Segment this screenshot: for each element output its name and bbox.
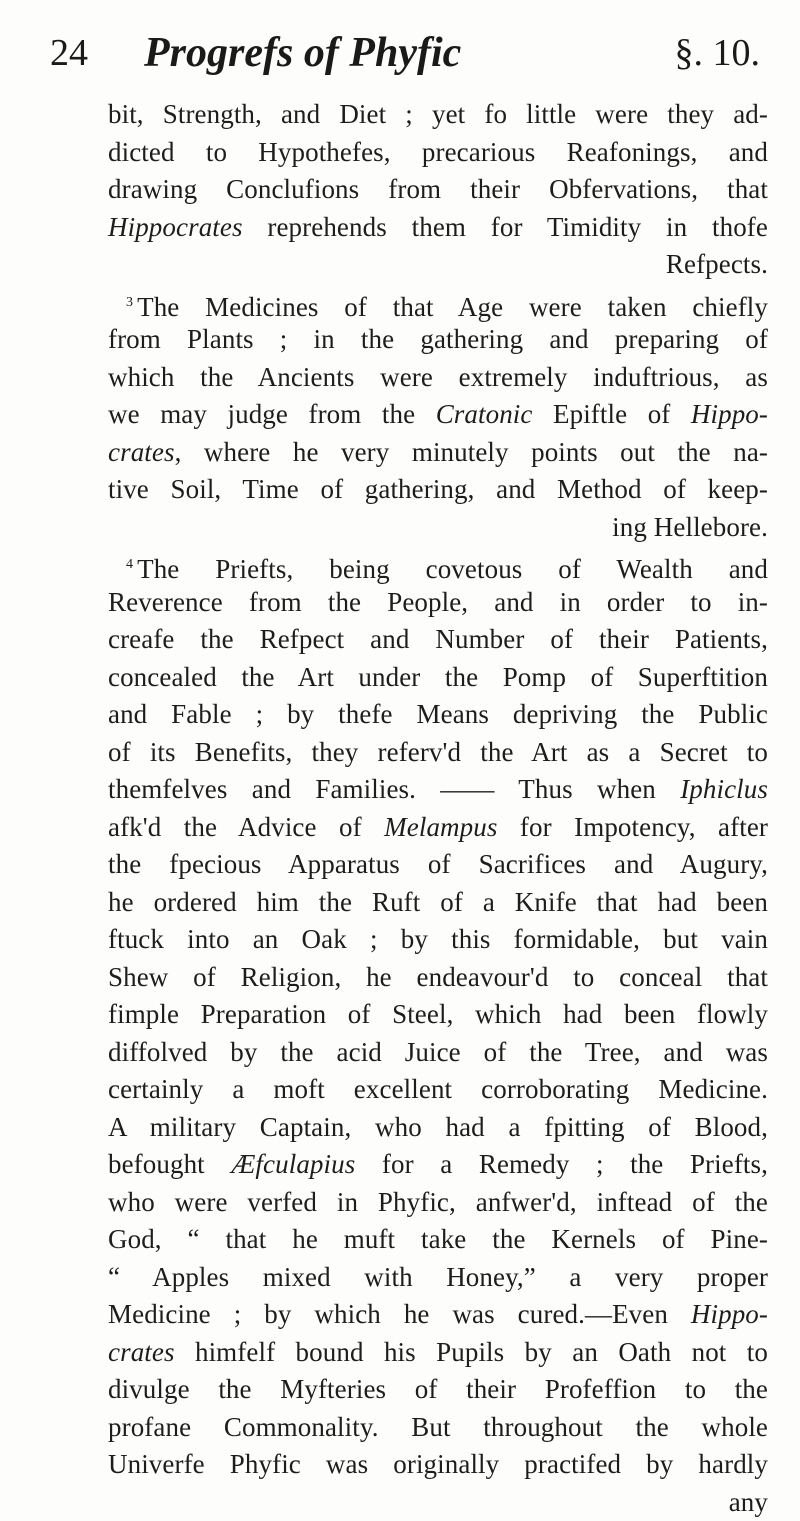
text-line — [108, 1484, 768, 1521]
text-line — [108, 734, 768, 772]
body-text — [108, 96, 768, 1521]
text-segment: A military Captain, who had a fpitting of Blood, — [108, 1112, 768, 1142]
text-line — [108, 171, 768, 209]
text-line — [108, 1184, 768, 1222]
text-line — [108, 134, 768, 172]
text-segment: Univerfe Phyfic was originally practifed by hardly — [108, 1449, 768, 1479]
italic-text: Cratonic — [436, 399, 533, 429]
text-segment: we may judge from the — [108, 399, 436, 429]
text-line — [108, 96, 768, 134]
text-segment: dicted to Hypothefes, precarious Reafonings, and — [108, 137, 768, 167]
text-line — [108, 471, 768, 509]
footnote-marker: 4 — [126, 557, 133, 572]
text-line — [108, 434, 768, 472]
text-line — [108, 546, 768, 584]
text-line — [108, 659, 768, 697]
text-segment: Reverence from the People, and in order to in- — [108, 587, 768, 617]
text-segment: “ Apples mixed with Honey,” a very proper — [108, 1262, 768, 1292]
text-segment: himfelf bound his Pupils by an Oath not to — [175, 1337, 768, 1367]
footnote-marker: 3 — [126, 295, 133, 310]
text-segment: ing Hellebore. — [612, 512, 768, 542]
text-line — [108, 1034, 768, 1072]
text-segment: befought — [108, 1149, 231, 1179]
text-line — [108, 921, 768, 959]
italic-text: Iphiclus — [680, 774, 768, 804]
text-line — [108, 1146, 768, 1184]
text-line — [108, 771, 768, 809]
italic-text: Hippo- — [691, 399, 768, 429]
text-segment: tive Soil, Time of gathering, and Method of keep- — [108, 474, 768, 504]
italic-text: crates — [108, 437, 175, 467]
text-line — [108, 696, 768, 734]
text-segment: concealed the Art under the Pomp of Superftition — [108, 662, 768, 692]
section-number: §. 10. — [675, 18, 761, 88]
text-segment: Shew of Religion, he endeavour'd to conceal that — [108, 962, 768, 992]
text-segment: fimple Preparation of Steel, which had been flowly — [108, 999, 768, 1029]
text-line — [108, 359, 768, 397]
text-line — [108, 1259, 768, 1297]
text-segment: diffolved by the acid Juice of the Tree, and was — [108, 1037, 768, 1067]
text-segment: ftuck into an Oak ; by this formidable, but vain — [108, 924, 768, 954]
text-line — [108, 1409, 768, 1447]
text-segment: Medicine ; by which he was cured.—Even — [108, 1299, 691, 1329]
text-segment: any — [729, 1487, 768, 1517]
text-segment: creafe the Refpect and Number of their Patients, — [108, 624, 768, 654]
text-segment: from Plants ; in the gathering and preparing of — [108, 324, 768, 354]
italic-text: Melampus — [384, 812, 497, 842]
text-line — [108, 284, 768, 322]
text-line — [108, 996, 768, 1034]
text-segment: The Medicines of that Age were taken chiefly — [137, 292, 768, 322]
italic-text: Hippocrates — [108, 212, 243, 242]
text-segment: profane Commonality. But throughout the whole — [108, 1412, 768, 1442]
text-segment: The Priefts, being covetous of Wealth and — [137, 554, 768, 584]
text-segment: God, “ that he muft take the Kernels of Pine- — [108, 1224, 768, 1254]
text-line — [108, 621, 768, 659]
running-title: Progrefs of Phyfic — [144, 18, 461, 88]
text-segment: the fpecious Apparatus of Sacrifices and Augury, — [108, 849, 768, 879]
italic-text: crates — [108, 1337, 175, 1367]
text-segment: divulge the Myfteries of their Profeffion to the — [108, 1374, 768, 1404]
text-segment: and Fable ; by thefe Means depriving the Public — [108, 699, 768, 729]
text-line — [108, 1071, 768, 1109]
text-segment: for a Remedy ; the Priefts, — [355, 1149, 768, 1179]
text-segment: of its Benefits, they referv'd the Art as a Secret to — [108, 737, 768, 767]
text-segment: Epiftle of — [533, 399, 691, 429]
text-line — [108, 1109, 768, 1147]
text-line — [108, 809, 768, 847]
text-segment: certainly a moft excellent corroborating Medicine. — [108, 1074, 768, 1104]
text-line — [108, 209, 768, 247]
text-line — [108, 396, 768, 434]
text-segment: reprehends them for Timidity in thofe — [243, 212, 768, 242]
text-line — [108, 1221, 768, 1259]
text-segment: , where he very minutely points out the na- — [175, 437, 768, 467]
text-segment: drawing Conclufions from their Obfervations, that — [108, 174, 768, 204]
text-line — [108, 846, 768, 884]
text-line — [108, 1371, 768, 1409]
page-number: 24 — [50, 18, 88, 88]
text-line — [108, 584, 768, 622]
text-line — [108, 509, 768, 547]
text-line — [108, 246, 768, 284]
text-line — [108, 1334, 768, 1372]
text-line — [108, 959, 768, 997]
text-segment: he ordered him the Ruft of a Knife that had been — [108, 887, 768, 917]
text-segment: bit, Strength, and Diet ; yet fo little were they ad- — [108, 99, 768, 129]
text-segment: Refpects. — [666, 249, 768, 279]
text-line — [108, 1296, 768, 1334]
text-segment: themfelves and Families. —— Thus when — [108, 774, 680, 804]
text-segment: which the Ancients were extremely induftrious, as — [108, 362, 768, 392]
text-line — [108, 321, 768, 359]
text-segment: for Impotency, after — [497, 812, 768, 842]
italic-text: Æfculapius — [231, 1149, 355, 1179]
text-segment: afk'd the Advice of — [108, 812, 384, 842]
text-line — [108, 1446, 768, 1484]
italic-text: Hippo- — [691, 1299, 768, 1329]
text-line — [108, 884, 768, 922]
text-segment: who were verfed in Phyfic, anfwer'd, inftead of the — [108, 1187, 768, 1217]
running-header — [50, 18, 760, 88]
